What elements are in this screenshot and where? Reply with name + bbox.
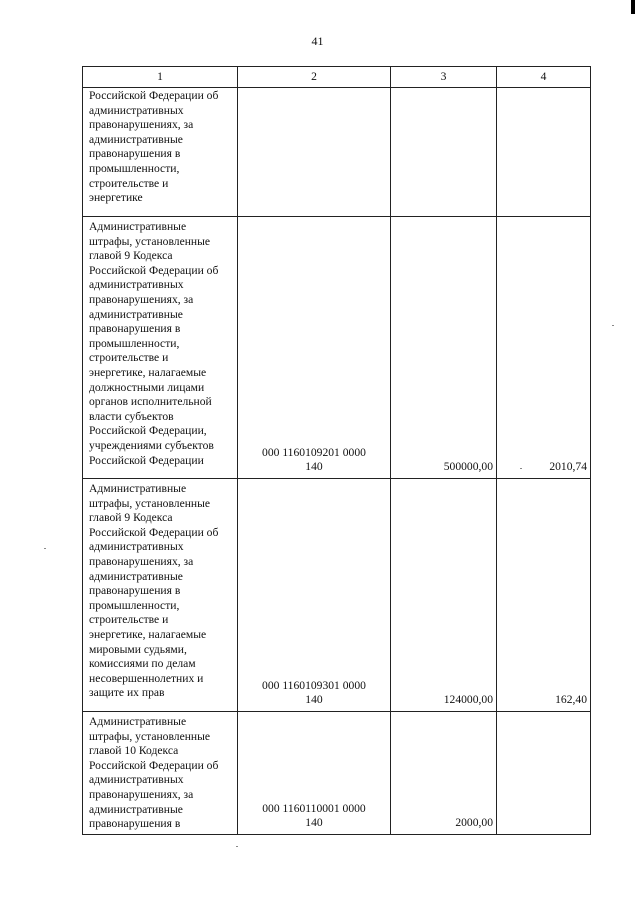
row-percent: 2010,74	[497, 217, 591, 479]
row-code: 000 1160109301 0000 140	[238, 479, 391, 712]
table-row	[83, 712, 591, 835]
header-col-1: 1	[83, 67, 238, 88]
budget-table	[82, 66, 591, 835]
row-description	[83, 88, 238, 217]
description-text: Административные штрафы, установленные главой 10 Кодекса Российской Федерации об административных правонарушениях, за административные правонарушения в	[89, 715, 219, 831]
row-percent: 162,40	[497, 479, 591, 712]
page-number: 41	[311, 34, 324, 48]
scan-speck	[520, 468, 522, 469]
row-amount: 2000,00	[391, 712, 497, 835]
scan-speck	[44, 548, 46, 549]
scan-edge-mark	[631, 0, 635, 14]
row-description	[83, 217, 238, 479]
row-code: 000 1160109201 0000 140	[238, 217, 391, 479]
table-row	[83, 88, 591, 217]
header-col-2: 2	[238, 67, 391, 88]
header-row	[83, 67, 591, 88]
row-description	[83, 479, 238, 712]
row-code	[238, 88, 391, 217]
table-row	[83, 479, 591, 712]
row-amount	[391, 88, 497, 217]
row-percent	[497, 88, 591, 217]
row-description	[83, 712, 238, 835]
description-text: Российской Федерации об административных правонарушениях, за административные правонарушения в промышленности, строительстве и энергетике	[89, 89, 219, 205]
row-percent	[497, 712, 591, 835]
description-text: Административные штрафы, установленные главой 9 Кодекса Российской Федерации об административных правонарушениях, за административные правонарушения в промышленности, строительстве и энергетике, налагаемые должностными лицами органов исполнительной власти субъектов Российской Федерации, учреждениями субъектов Российской Федерации	[89, 220, 219, 467]
scan-speck	[236, 846, 238, 847]
description-text: Административные штрафы, установленные главой 9 Кодекса Российской Федерации об административных правонарушениях, за административные правонарушения в промышленности, строительстве и энергетике, налагаемые мировыми судьями, комиссиями по делам несовершеннолетних и защите их прав	[89, 482, 219, 700]
scan-speck	[612, 325, 614, 326]
table-row	[83, 217, 591, 479]
header-col-3: 3	[391, 67, 497, 88]
row-code: 000 1160110001 0000 140	[238, 712, 391, 835]
header-col-4: 4	[497, 67, 591, 88]
row-amount: 124000,00	[391, 479, 497, 712]
row-amount: 500000,00	[391, 217, 497, 479]
